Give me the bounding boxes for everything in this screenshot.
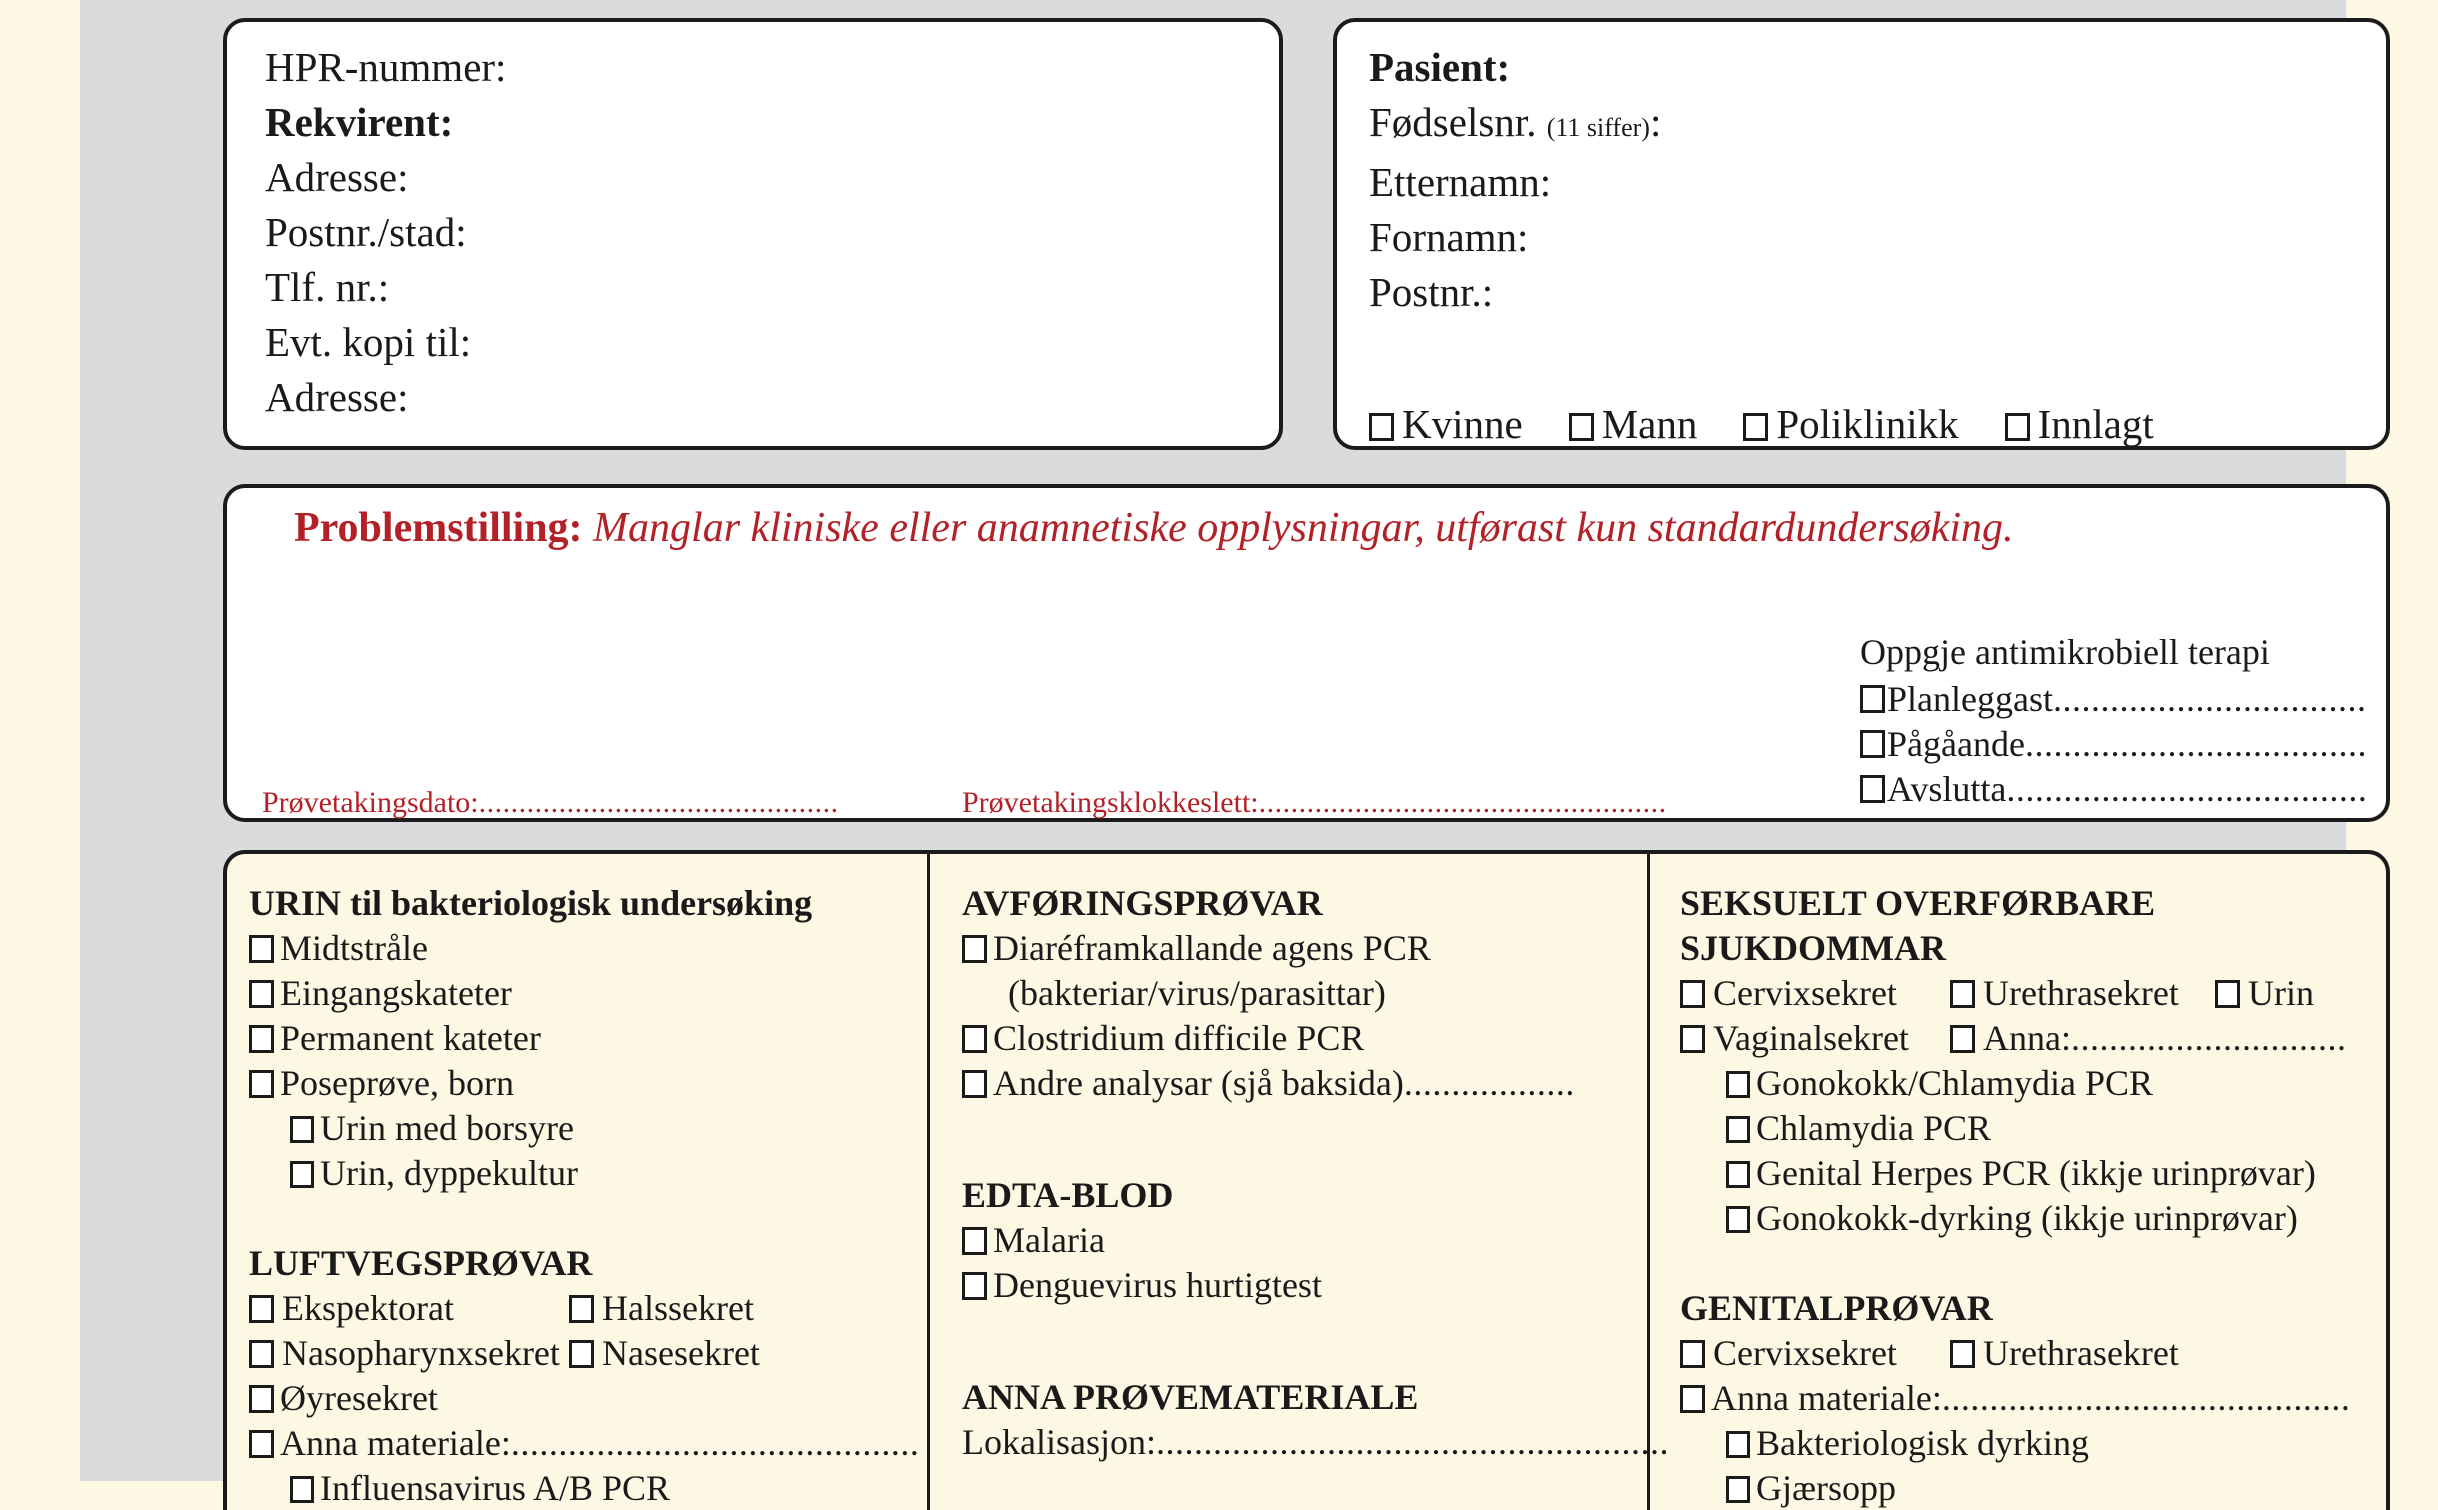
checkbox-poseprove-born-label: Poseprøve, born — [280, 1063, 514, 1103]
checkbox-malaria[interactable] — [962, 1218, 1647, 1263]
checkbox-genital-cervixsekret-label: Cervixsekret — [1713, 1333, 1897, 1373]
airway-row-2 — [249, 1331, 927, 1376]
checkbox-influensavirus-pcr[interactable] — [249, 1466, 927, 1510]
checkbox-icon[interactable] — [1680, 980, 1705, 1008]
checkbox-gjaersopp-label: Gjærsopp — [1756, 1468, 1897, 1508]
checkbox-genital-cervixsekret[interactable] — [1680, 1331, 1950, 1376]
checkbox-icon[interactable] — [249, 1430, 274, 1458]
airway-row-1 — [249, 1286, 927, 1331]
birth-number-colon: : — [1649, 99, 1662, 145]
checkbox-clostridium-difficile-pcr[interactable] — [962, 1016, 1647, 1061]
checkbox-genital-herpes-pcr[interactable] — [1680, 1151, 2390, 1196]
checkbox-icon[interactable] — [290, 1116, 314, 1143]
checkbox-airway-other-material[interactable] — [249, 1421, 927, 1466]
checkbox-icon[interactable] — [249, 1070, 274, 1098]
sti-row-2 — [1680, 1016, 2390, 1061]
checkbox-urin-med-borsyre[interactable] — [249, 1106, 927, 1151]
checkbox-icon[interactable] — [962, 1272, 987, 1300]
problem-statement-note: Manglar kliniske eller anamnetiske opplysningar, utførast kun standardundersøking. — [593, 505, 2014, 551]
checkbox-kvinne[interactable] — [1369, 400, 1523, 448]
planleggast-dotted-line[interactable]: ................................. — [2052, 679, 2367, 719]
section-heading-genital: GENITALPRØVAR — [1680, 1288, 1993, 1328]
checkbox-sti-anna[interactable] — [1950, 1016, 2347, 1061]
checkbox-icon[interactable] — [249, 1295, 274, 1323]
checkbox-innlagt-label: Innlagt — [2037, 401, 2154, 447]
patient-box — [1333, 18, 2390, 450]
patient-firstname-field[interactable]: Fornamn: — [1369, 214, 1529, 260]
localisation-field[interactable] — [962, 1420, 1669, 1465]
checkbox-malaria-label: Malaria — [993, 1220, 1105, 1260]
sampling-time-label: Prøvetakingsklokkeslett: — [962, 786, 1259, 819]
checkbox-eingangskateter[interactable] — [249, 971, 927, 1016]
checkbox-sti-urin[interactable] — [2215, 971, 2314, 1016]
checkbox-chlamydia-pcr[interactable] — [1680, 1106, 2390, 1151]
checkbox-icon[interactable] — [1860, 775, 1885, 803]
checkbox-midtstrale[interactable] — [249, 926, 927, 971]
patient-title: Pasient: — [1369, 44, 1511, 90]
checkbox-influensavirus-pcr-label: Influensavirus A/B PCR — [320, 1468, 671, 1508]
checkbox-urin-dyppekultur[interactable] — [249, 1151, 927, 1196]
checkbox-icon[interactable] — [1726, 1476, 1750, 1503]
checkbox-mann[interactable] — [1569, 400, 1698, 448]
problem-statement-heading — [294, 504, 2014, 552]
checkbox-diarrhea-agent-pcr-label: Diaréframkallande agens PCR — [993, 928, 1431, 968]
checkbox-sti-cervixsekret[interactable] — [1680, 971, 1950, 1016]
checkbox-sti-urethrasekret[interactable] — [1950, 971, 2215, 1016]
checkbox-poliklinikk-label: Poliklinikk — [1776, 401, 1959, 447]
section-heading-airway: LUFTVEGSPRØVAR — [249, 1243, 593, 1283]
checkbox-bakteriologisk-dyrking[interactable] — [1680, 1421, 2390, 1466]
localisation-label: Lokalisasjon: — [962, 1422, 1156, 1462]
checkbox-icon[interactable] — [2005, 413, 2030, 441]
checkbox-nasopharynxsekret[interactable] — [249, 1331, 569, 1376]
copy-address-field[interactable]: Adresse: — [265, 374, 409, 420]
checkbox-icon[interactable] — [249, 1025, 274, 1053]
section-spacer — [962, 1353, 1647, 1375]
localisation-dotted-line[interactable]: ...................................................... — [1155, 1422, 1669, 1462]
sampling-time-dotted-line[interactable]: ................................................... — [1258, 786, 1667, 819]
checkbox-icon[interactable] — [1950, 1025, 1975, 1053]
checkbox-icon[interactable] — [1950, 1340, 1975, 1368]
checkbox-icon[interactable] — [1726, 1071, 1750, 1098]
requisition-box — [223, 18, 1283, 450]
checkbox-urin-dyppekultur-label: Urin, dyppekultur — [320, 1153, 578, 1193]
analyses-column-feces-blood — [927, 854, 1669, 1510]
checkbox-gjaersopp[interactable] — [1680, 1466, 2390, 1510]
problem-statement-box — [223, 484, 2390, 822]
genital-other-material-label: Anna materiale: — [1711, 1378, 1942, 1418]
checkbox-icon[interactable] — [1726, 1431, 1750, 1458]
checkbox-avslutta[interactable] — [1860, 767, 2367, 812]
checkbox-genital-urethrasekret[interactable] — [1950, 1331, 2215, 1376]
hpr-number-field[interactable]: HPR-nummer: — [265, 44, 507, 90]
diarrhea-agent-pcr-continuation: (bakteriar/virus/parasittar) — [1008, 973, 1386, 1013]
analyses-column-sti-genital — [1647, 854, 2390, 1510]
checkbox-genital-other-material[interactable] — [1680, 1376, 2390, 1421]
checkbox-denguevirus-rapid-test[interactable] — [962, 1263, 1647, 1308]
checkbox-icon[interactable] — [1860, 730, 1885, 758]
checkbox-halssekret-label: Halssekret — [602, 1288, 754, 1328]
sampling-date-field[interactable] — [262, 786, 839, 820]
checkbox-poliklinikk[interactable] — [1743, 400, 1958, 448]
checkbox-innlagt[interactable] — [2005, 400, 2154, 448]
checkbox-icon[interactable] — [962, 1025, 987, 1053]
checkbox-planleggast[interactable] — [1860, 677, 2367, 722]
section-spacer — [962, 1106, 1647, 1151]
section-heading-edta-blood: EDTA-BLOD — [962, 1175, 1174, 1215]
checkbox-halssekret[interactable] — [569, 1286, 754, 1331]
checkbox-midtstrale-label: Midtstråle — [280, 928, 428, 968]
checkbox-sti-vaginalsekret-label: Vaginalsekret — [1713, 1018, 1909, 1058]
checkbox-other-analyses[interactable] — [962, 1061, 1647, 1106]
checkbox-avslutta-label: Avslutta — [1887, 769, 2007, 809]
sampling-date-dotted-line[interactable]: ............................................. — [478, 786, 839, 819]
copy-to-field[interactable]: Evt. kopi til: — [265, 319, 472, 365]
patient-birth-number-field[interactable] — [1369, 95, 2386, 155]
checkbox-oyresekret-label: Øyresekret — [280, 1378, 438, 1418]
checkbox-icon[interactable] — [569, 1340, 594, 1368]
checkbox-icon[interactable] — [249, 1340, 274, 1368]
checkbox-gonokokk-chlamydia-pcr[interactable] — [1680, 1061, 2390, 1106]
genital-other-material-dotted-line[interactable]: ........................................... — [1941, 1378, 2351, 1418]
airway-other-material-label: Anna materiale: — [280, 1423, 511, 1463]
sampling-date-label: Prøvetakingsdato: — [262, 786, 479, 819]
checkbox-diarrhea-agent-pcr[interactable] — [962, 926, 1647, 971]
checkbox-icon[interactable] — [290, 1161, 314, 1188]
section-heading-other-material: ANNA PRØVEMATERIALE — [962, 1377, 1419, 1417]
checkbox-icon[interactable] — [2215, 980, 2240, 1008]
checkbox-icon[interactable] — [962, 935, 987, 963]
problem-statement-label: Problemstilling: — [294, 505, 583, 551]
section-spacer — [1680, 1241, 2390, 1286]
checkbox-icon[interactable] — [1726, 1116, 1750, 1143]
sampling-time-field[interactable] — [962, 786, 1667, 820]
checkbox-planleggast-label: Planleggast — [1887, 679, 2053, 719]
section-heading-feces: AVFØRINGSPRØVAR — [962, 883, 1323, 923]
checkbox-sti-urethrasekret-label: Urethrasekret — [1983, 973, 2179, 1013]
checkbox-icon[interactable] — [1860, 685, 1885, 713]
checkbox-clostridium-difficile-pcr-label: Clostridium difficile PCR — [993, 1018, 1365, 1058]
section-spacer — [962, 1308, 1647, 1353]
checkbox-poseprove-born[interactable] — [249, 1061, 927, 1106]
requester-postal-field[interactable]: Postnr./stad: — [265, 209, 467, 255]
checkbox-icon[interactable] — [1950, 980, 1975, 1008]
checkbox-icon[interactable] — [1680, 1385, 1705, 1413]
patient-postal-field[interactable]: Postnr.: — [1369, 269, 1494, 315]
checkbox-sti-vaginalsekret[interactable] — [1680, 1016, 1950, 1061]
checkbox-genital-urethrasekret-label: Urethrasekret — [1983, 1333, 2179, 1373]
other-analyses-dotted-line[interactable]: .................. — [1403, 1063, 1575, 1103]
avslutta-dotted-line[interactable]: ...................................... — [2006, 769, 2368, 809]
checkbox-ekspektorat-label: Ekspektorat — [282, 1288, 454, 1328]
checkbox-icon[interactable] — [1726, 1161, 1750, 1188]
analyses-column-urine-airway — [227, 854, 927, 1510]
checkbox-other-analyses-label: Andre analysar (sjå baksida) — [993, 1063, 1404, 1103]
checkbox-icon[interactable] — [1369, 413, 1394, 441]
section-spacer — [962, 1151, 1647, 1173]
checkbox-eingangskateter-label: Eingangskateter — [280, 973, 512, 1013]
checkbox-pagaande[interactable] — [1860, 722, 2367, 767]
section-heading-urine: URIN til bakteriologisk undersøking — [249, 883, 813, 923]
birth-number-note: (11 siffer) — [1546, 113, 1650, 142]
antimicrobial-therapy-group — [1860, 630, 2367, 812]
checkbox-nasesekret-label: Nasesekret — [602, 1333, 760, 1373]
analyses-panel — [223, 850, 2390, 1510]
checkbox-pagaande-label: Pågåande — [1887, 724, 2025, 764]
checkbox-mann-label: Mann — [1601, 401, 1698, 447]
checkbox-permanent-kateter[interactable] — [249, 1016, 927, 1061]
birth-number-label: Fødselsnr. — [1369, 99, 1537, 145]
pagaande-dotted-line[interactable]: .................................... — [2024, 724, 2367, 764]
checkbox-denguevirus-rapid-test-label: Denguevirus hurtigtest — [993, 1265, 1322, 1305]
section-heading-sti-line1: SEKSUELT OVERFØRBARE — [1680, 883, 2156, 923]
sti-anna-dotted-line[interactable]: ............................. — [2070, 1018, 2347, 1058]
checkbox-gonokokk-dyrking-label: Gonokokk-dyrking (ikkje urinprøvar) — [1756, 1198, 2298, 1238]
patient-surname-field[interactable]: Etternamn: — [1369, 159, 1552, 205]
airway-other-material-dotted-line[interactable]: ........................................... — [510, 1423, 920, 1463]
checkbox-gonokokk-chlamydia-pcr-label: Gonokokk/Chlamydia PCR — [1756, 1063, 2154, 1103]
checkbox-gonokokk-dyrking[interactable] — [1680, 1196, 2390, 1241]
genital-row-1 — [1680, 1331, 2390, 1376]
requester-address-field[interactable]: Adresse: — [265, 154, 409, 200]
checkbox-permanent-kateter-label: Permanent kateter — [280, 1018, 541, 1058]
checkbox-icon[interactable] — [249, 1385, 274, 1413]
checkbox-icon[interactable] — [569, 1295, 594, 1323]
checkbox-sti-anna-label: Anna: — [1983, 1018, 2071, 1058]
checkbox-icon[interactable] — [1680, 1025, 1705, 1053]
checkbox-nasopharynxsekret-label: Nasopharynxsekret — [282, 1333, 560, 1373]
requester-phone-field[interactable]: Tlf. nr.: — [265, 264, 390, 310]
checkbox-icon[interactable] — [1680, 1340, 1705, 1368]
checkbox-urin-med-borsyre-label: Urin med borsyre — [320, 1108, 574, 1148]
section-spacer — [249, 1196, 927, 1241]
patient-category-row — [1369, 400, 2200, 448]
checkbox-chlamydia-pcr-label: Chlamydia PCR — [1756, 1108, 1992, 1148]
checkbox-sti-urin-label: Urin — [2248, 973, 2314, 1013]
checkbox-icon[interactable] — [1743, 413, 1768, 441]
requester-label: Rekvirent: — [265, 99, 454, 145]
checkbox-genital-herpes-pcr-label: Genital Herpes PCR (ikkje urinprøvar) — [1756, 1153, 2316, 1193]
checkbox-icon[interactable] — [1726, 1206, 1750, 1233]
antimicrobial-therapy-heading: Oppgje antimikrobiell terapi — [1860, 632, 2270, 672]
checkbox-sti-cervixsekret-label: Cervixsekret — [1713, 973, 1897, 1013]
form-sheet — [80, 0, 2368, 1508]
checkbox-icon[interactable] — [962, 1070, 987, 1098]
sti-row-1 — [1680, 971, 2390, 1016]
checkbox-oyresekret[interactable] — [249, 1376, 927, 1421]
checkbox-ekspektorat[interactable] — [249, 1286, 569, 1331]
checkbox-nasesekret[interactable] — [569, 1331, 760, 1376]
checkbox-icon[interactable] — [249, 935, 274, 963]
checkbox-bakteriologisk-dyrking-label: Bakteriologisk dyrking — [1756, 1423, 2089, 1463]
section-heading-sti-line2: SJUKDOMMAR — [1680, 928, 1946, 968]
checkbox-icon[interactable] — [1569, 413, 1594, 441]
checkbox-icon[interactable] — [962, 1227, 987, 1255]
checkbox-icon[interactable] — [249, 980, 274, 1008]
checkbox-icon[interactable] — [290, 1476, 314, 1503]
checkbox-kvinne-label: Kvinne — [1402, 401, 1523, 447]
